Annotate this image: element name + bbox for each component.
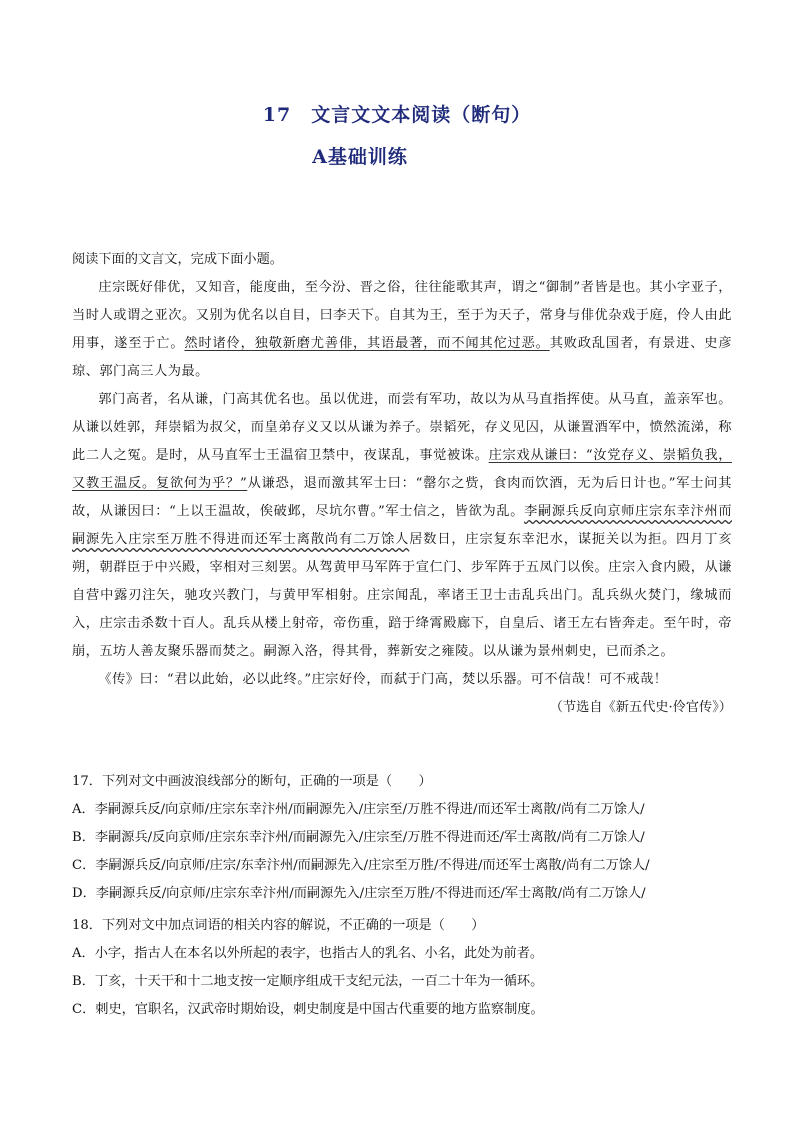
question-17-option-a[interactable]: A．李嗣源兵反/向京师/庄宗东幸汴州/而嗣源先入/庄宗至/万胜不得进/而还军士离散/尚有二万馀人/ [72,802,645,817]
p1-text-b: 其败政乱国者，有景进、史彦琼、郭门高三人为最。 [72,336,733,379]
page-title: 17 文言文文本阅读（断句） [262,104,532,126]
p2-text-c: 居数日，庄宗复东幸汜水，谋扼关以为拒。四月丁亥朔，朝群臣于中兴殿，宰相对三刻罢。从驾黄甲马军阵于宣仁门、步军阵于五凤门以俟。庄宗入食内殿，从谦自营中露刃注矢，驰攻兴教门，与黄甲军相射。庄宗闻乱，率诸王卫士击乱兵出门。乱兵纵火焚门，缘城而入，庄宗击杀数十百人。乱兵从楼上射帝，帝伤重，踣于绛霄殿廊下，自皇后、诸王左右皆奔走。至午时，帝崩，五坊人善友聚乐器而焚之。嗣源入洛，得其骨，葬新安之雍陵。以从谦为景州刺史，已而杀之。 [72,532,733,659]
question-18-stem: 18．下列对文中加点词语的相关内容的解说，不正确的一项是（ ） [72,918,485,933]
passage-paragraph-3: 《传》曰：“君以此始，必以此终。”庄宗好伶，而弑于门高，焚以乐器。可不信哉！可不戒哉！ [98,672,668,687]
question-17-stem: 17．下列对文中画波浪线部分的断句，正确的一项是（ ） [72,774,432,789]
passage-paragraph-2 [72,386,732,666]
reading-passage [72,246,732,722]
p2-text-a: 郭门高者，名从谦，门高其优名也。虽以优进，而尝有军功，故以为从马直指挥使。从马直，盖亲军也。从谦以姓郭，拜崇韬为叔父，而皇弟存义又以从谦为养子。崇韬死，存义见囚，从谦置酒军中，愤然流涕，称此二人之冤。是时，从马直军士王温宿卫禁中，夜谋乱，事觉被诛。 [72,392,732,463]
question-17-option-b[interactable]: B．李嗣源兵/反向京师/庄宗东幸汴州/而嗣源先入/庄宗至/万胜不得进而还/军士离散/尚有二万馀人/ [72,830,645,845]
question-18-option-c[interactable]: C．刺史，官职名，汉武帝时期始设，刺史制度是中国古代重要的地方监察制度。 [72,1002,544,1017]
reading-instruction: 阅读下面的文言文，完成下面小题。 [72,252,283,267]
passage-paragraph-1 [72,274,732,386]
p2-text-b: 从谦恐，退而激其军士曰：“罄尔之赀，食肉而饮酒，无为后日计也。”军士问其故，从谦因曰：“上以王温故，俟破邺，尽坑尔曹。”军士信之，皆欲为乱。 [72,476,732,519]
p1-text-a: 庄宗既好俳优，又知音，能度曲，至今汾、晋之俗，往往能歌其声，谓之“御制”者皆是也。其小字亚子，当时人或谓之亚次。又别为优名以自目，曰李天下。自其为王，至于为天子，常身与俳优杂戏于庭，伶人由此用事，遂至于亡。 [72,280,732,351]
question-17 [72,768,752,908]
question-18-option-b[interactable]: B．丁亥，十天干和十二地支按一定顺序组成干支纪元法，一百二十年为一循环。 [72,974,544,989]
p1-underlined-text: 然时诸伶，独敬新磨尤善俳，其语最著，而不闻其佗过恶。 [184,336,550,351]
passage-source: （节选自《新五代史·伶官传》） [549,700,732,715]
question-17-option-c[interactable]: C．李嗣源兵反/向京师/庄宗/东幸汴州/而嗣源先入/庄宗至万胜/不得进/而还军士离散/尚有二万馀人/ [72,858,650,873]
question-17-option-d[interactable]: D．李嗣源兵反/向京师/庄宗东幸汴州/而嗣源先入/庄宗至万胜/不得进而还/军士离散/尚有二万馀人/ [72,886,646,901]
question-18 [72,912,752,1024]
p2-underlined-text: 庄宗戏从谦曰：“汝党存义、崇韬负我，又教王温反。复欲何为乎？” [72,448,732,491]
page-subtitle: A基础训练 [312,146,408,168]
question-18-option-a[interactable]: A．小字，指古人在本名以外所起的表字，也指古人的乳名、小名，此处为前者。 [72,946,544,961]
p2-wavy-underlined-text: 李嗣源兵反向京师庄宗东幸汴州而嗣源先入庄宗至万胜不得进而还军士离散尚有二万馀人 [72,504,733,547]
